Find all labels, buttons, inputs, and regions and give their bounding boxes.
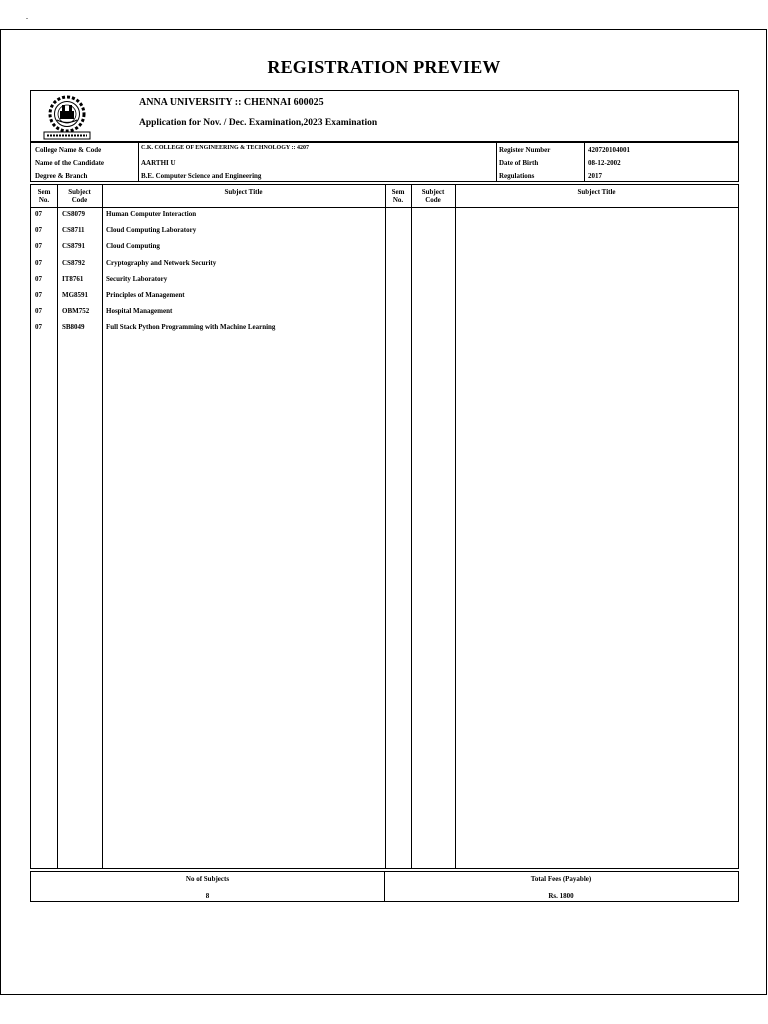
title-cell: Hospital Management — [106, 307, 173, 315]
total-fees-label: Total Fees (Payable) — [530, 875, 592, 883]
sem-cell: 07 — [35, 242, 42, 250]
sem-cell: 07 — [35, 323, 42, 331]
regulations-label: Regulations — [499, 172, 535, 180]
sem-header: Sem No. — [37, 188, 51, 204]
summary-footer — [30, 871, 739, 902]
title-cell: Principles of Management — [106, 291, 185, 299]
speck — [26, 18, 28, 19]
college-label: College Name & Code — [35, 146, 102, 154]
title-cell: Cloud Computing — [106, 242, 160, 250]
code-cell: CS8079 — [62, 210, 85, 218]
divider — [584, 143, 585, 181]
code-header-right: Subject Code — [421, 188, 445, 204]
dob-value: 08-12-2002 — [588, 159, 621, 167]
code-header: Subject Code — [68, 188, 91, 204]
code-cell: OBM752 — [62, 307, 90, 315]
header-divider — [31, 207, 738, 208]
candidate-label: Name of the Candidate — [35, 159, 105, 167]
divider — [411, 185, 412, 868]
college-value: C.K. COLLEGE OF ENGINEERING & TECHNOLOGY :: 4207 — [141, 145, 309, 151]
title-header: Subject Title — [224, 188, 263, 196]
title-cell: Cloud Computing Laboratory — [106, 226, 197, 234]
title-cell: Human Computer Interaction — [106, 210, 197, 218]
subjects-count-label: No of Subjects — [185, 875, 230, 883]
code-cell: MG8591 — [62, 291, 89, 299]
code-cell: CS8792 — [62, 259, 85, 267]
degree-value: B.E. Computer Science and Engineering — [141, 172, 262, 180]
code-cell: CS8711 — [62, 226, 85, 234]
sem-cell: 07 — [35, 226, 42, 234]
university-header — [30, 90, 739, 142]
code-cell: IT8761 — [62, 275, 84, 283]
title-header-right: Subject Title — [577, 188, 616, 196]
title-cell: Cryptography and Network Security — [106, 259, 217, 267]
candidate-value: AARTHI U — [141, 159, 176, 167]
register-value: 420720104001 — [588, 146, 630, 154]
dob-label: Date of Birth — [499, 159, 539, 167]
candidate-info — [30, 142, 739, 182]
sem-cell: 07 — [35, 210, 42, 218]
sem-cell: 07 — [35, 307, 42, 315]
divider — [102, 185, 103, 868]
title-cell: Security Laboratory — [106, 275, 168, 283]
application-title: Application for Nov. / Dec. Examination,2023 Examination — [139, 118, 378, 128]
page-title: REGISTRATION PREVIEW — [267, 57, 501, 77]
divider — [496, 143, 497, 181]
divider — [385, 185, 386, 868]
code-cell: SB8049 — [62, 323, 85, 331]
regulations-value: 2017 — [588, 172, 602, 180]
sem-cell: 07 — [35, 259, 42, 267]
university-logo-icon — [35, 94, 99, 140]
university-name: ANNA UNIVERSITY :: CHENNAI 600025 — [139, 97, 324, 108]
code-cell: CS8791 — [62, 242, 85, 250]
sem-cell: 07 — [35, 275, 42, 283]
total-fees-value: Rs. 1800 — [548, 892, 574, 900]
sem-cell: 07 — [35, 291, 42, 299]
register-label: Register Number — [499, 146, 551, 154]
degree-label: Degree & Branch — [35, 172, 88, 180]
subjects-table — [30, 184, 739, 869]
sem-header-right: Sem No. — [391, 188, 405, 204]
divider — [138, 143, 139, 181]
divider — [455, 185, 456, 868]
divider — [57, 185, 58, 868]
subjects-count-value: 8 — [205, 892, 210, 900]
title-cell: Full Stack Python Programming with Machine Learning — [106, 323, 276, 331]
